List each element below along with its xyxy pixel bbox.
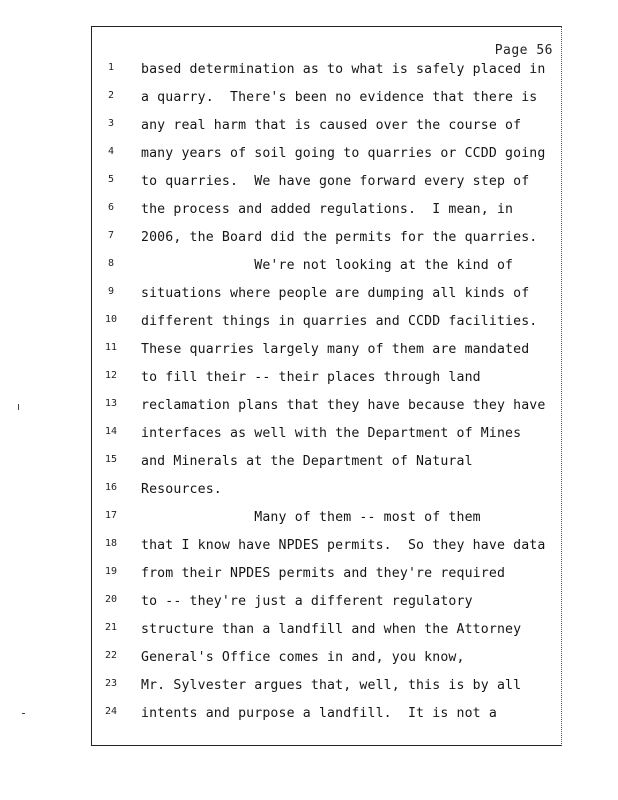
line-number: 18 [104,538,118,549]
line-number: 19 [104,566,118,577]
transcript-line: that I know have NPDES permits. So they have data [141,538,546,553]
line-number: 1 [107,62,115,73]
transcript-page [91,26,562,746]
transcript-line: Many of them -- most of them [141,510,481,525]
line-number: 4 [107,146,115,157]
line-number: 10 [104,314,118,325]
line-number: 17 [104,510,118,521]
line-number: 16 [104,482,118,493]
line-number: 3 [107,118,115,129]
page-number: Page 56 [494,43,553,58]
transcript-line: reclamation plans that they have because they have [141,398,546,413]
line-number: 23 [104,678,118,689]
line-number: 5 [107,174,115,185]
scan-speck [22,713,25,714]
transcript-line: many years of soil going to quarries or CCDD going [141,146,546,161]
line-number: 11 [104,342,118,353]
transcript-line: and Minerals at the Department of Natural [141,454,473,469]
transcript-line: Resources. [141,482,222,497]
line-number: 6 [107,202,115,213]
transcript-line: Mr. Sylvester argues that, well, this is by all [141,678,522,693]
line-number: 2 [107,90,115,101]
transcript-line: We're not looking at the kind of [141,258,514,273]
line-number: 15 [104,454,118,465]
transcript-line: from their NPDES permits and they're required [141,566,506,581]
transcript-line: These quarries largely many of them are mandated [141,342,530,357]
transcript-line: different things in quarries and CCDD facilities. [141,314,538,329]
transcript-line: a quarry. There's been no evidence that there is [141,90,538,105]
transcript-line: to -- they're just a different regulatory [141,594,473,609]
scan-speck [18,404,19,410]
transcript-line: General's Office comes in and, you know, [141,650,465,665]
line-number: 24 [104,706,118,717]
transcript-line: based determination as to what is safely placed in [141,62,546,77]
line-number: 22 [104,650,118,661]
transcript-line: structure than a landfill and when the Attorney [141,622,522,637]
transcript-line: intents and purpose a landfill. It is not a [141,706,497,721]
transcript-line: to fill their -- their places through land [141,370,481,385]
line-number: 7 [107,230,115,241]
line-number: 21 [104,622,118,633]
transcript-line: situations where people are dumping all kinds of [141,286,530,301]
transcript-line: interfaces as well with the Department of Mines [141,426,522,441]
transcript-line: the process and added regulations. I mean, in [141,202,514,217]
line-number: 9 [107,286,115,297]
line-number: 12 [104,370,118,381]
line-number: 13 [104,398,118,409]
transcript-line: any real harm that is caused over the course of [141,118,522,133]
line-number: 8 [107,258,115,269]
transcript-line: to quarries. We have gone forward every step of [141,174,530,189]
line-number: 20 [104,594,118,605]
line-number: 14 [104,426,118,437]
transcript-line: 2006, the Board did the permits for the quarries. [141,230,538,245]
